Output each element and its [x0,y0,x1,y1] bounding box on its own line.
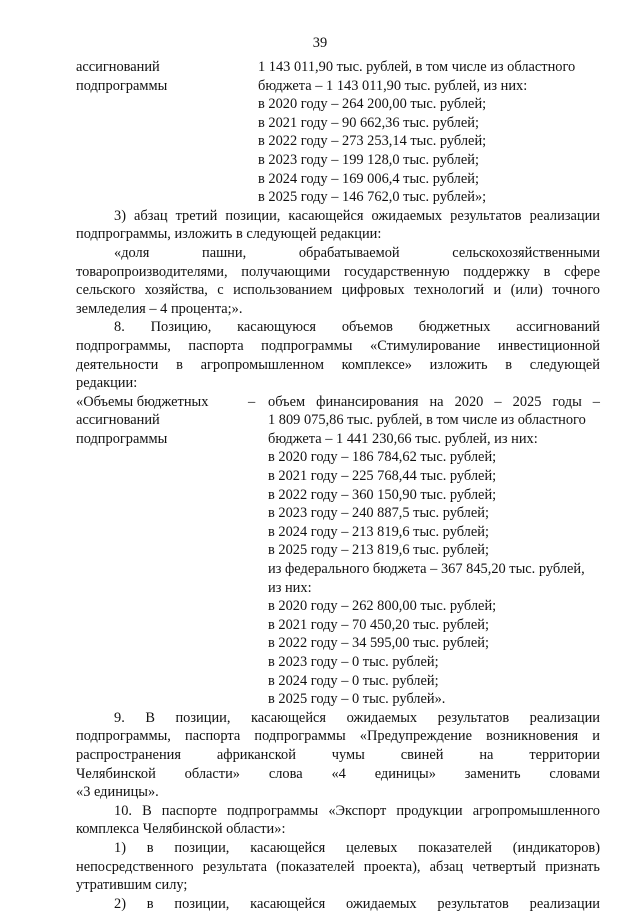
budget-block-continuation [76,58,600,207]
value-line: из федерального бюджета – 367 845,20 тыс. рублей, [268,561,585,578]
text-line: редакции: [76,375,138,392]
value-line: в 2021 году – 90 662,36 тыс. рублей; [258,114,479,131]
text-line: 9. В позиции, касающейся ожидаемых результатов реализации [114,709,600,726]
quoted-text [76,244,600,318]
value-line: в 2021 году – 70 450,20 тыс. рублей; [268,616,489,633]
budget-block [76,393,600,709]
label-line: «Объемы бюджетных [76,393,209,410]
block-left-label [76,58,248,207]
page-number: 39 [312,35,328,51]
subitem-1 [76,839,600,895]
text-line: 10. В паспорте подпрограммы «Экспорт продукции агропромышленного [114,802,600,819]
text-line: Челябинской области» слова «4 единицы» заменить словами [76,765,600,782]
text-line: товаропроизводителями, получающими государственную поддержку в сфере [76,263,600,280]
text-line: 3) абзац третий позиции, касающейся ожидаемых результатов реализации [114,207,600,224]
label-line: ассигнований [76,412,160,429]
value-line: в 2020 году – 262 800,00 тыс. рублей; [268,598,497,615]
text-line: земледелия – 4 процента;». [76,300,243,317]
text-line: «доля пашни, обрабатываемой сельскохозяйственными [114,244,600,261]
text-line: подпрограммы, паспорта подпрограммы «Предупреждение возникновения и [76,728,600,745]
value-line: 1 809 075,86 тыс. рублей, в том числе из областного [268,412,586,429]
text-line: подпрограммы, изложить в следующей редакции: [76,226,382,243]
value-line: в 2022 году – 273 253,14 тыс. рублей; [258,133,487,150]
paragraph-item-8 [76,318,600,392]
value-line: 1 143 011,90 тыс. рублей, в том числе из областного [258,59,576,75]
value-line: бюджета – 1 143 011,90 тыс. рублей, из них: [258,77,528,94]
value-line: в 2024 году – 169 006,4 тыс. рублей; [258,170,479,187]
text-line: 1) в позиции, касающейся целевых показателей (индикаторов) [114,839,600,856]
text-line: подпрограммы, паспорта подпрограммы «Стимулирование инвестиционной [76,337,600,354]
text-line: непосредственного результата (показателей проекта), абзац четвертый признать [76,858,600,875]
text-line: утратившим силу; [76,877,188,894]
text-line: сельского хозяйства, с использованием цифровых технологий и (или) точного [76,282,600,299]
value-line: в 2023 году – 199 128,0 тыс. рублей; [258,151,479,168]
value-line: в 2025 году – 146 762,0 тыс. рублей»; [258,189,487,206]
dash-separator: – [248,393,256,410]
value-line: в 2024 году – 213 819,6 тыс. рублей; [268,523,489,540]
value-line: в 2022 году – 34 595,00 тыс. рублей; [268,635,489,652]
text-line: распространения африканской чумы свиней на территории [76,746,600,763]
value-line: бюджета – 1 441 230,66 тыс. рублей, из них: [268,430,538,447]
block-left-label [76,393,248,709]
label-line: подпрограммы [76,77,168,94]
value-line: в 2022 году – 360 150,90 тыс. рублей; [268,486,497,503]
label-line: ассигнований [76,59,160,75]
subitem-2 [76,895,600,913]
block-right-values [268,393,600,709]
paragraph-item-10 [76,802,600,839]
paragraph-item-9 [76,709,600,802]
value-line: в 2023 году – 0 тыс. рублей; [268,654,439,670]
value-line: в 2024 году – 0 тыс. рублей; [268,672,439,689]
document-body [76,58,600,913]
label-line: подпрограммы [76,430,168,447]
value-line: из них: [268,579,312,596]
block-right-values [258,58,600,207]
value-line: в 2020 году – 186 784,62 тыс. рублей; [268,449,497,466]
text-line: «3 единицы». [76,784,159,801]
value-line: в 2025 году – 213 819,6 тыс. рублей; [268,542,489,559]
text-line: комплекса Челябинской области»: [76,821,286,838]
text-line: деятельности в агропромышленном комплексе» изложить в следующей [76,356,600,373]
paragraph-item-3 [76,207,600,244]
text-line: 2) в позиции, касающейся ожидаемых результатов реализации [114,895,600,912]
value-line: в 2020 году – 264 200,00 тыс. рублей; [258,96,487,113]
value-line: объем финансирования на 2020 – 2025 годы – [268,393,600,410]
value-line: в 2023 году – 240 887,5 тыс. рублей; [268,505,489,522]
value-line: в 2021 году – 225 768,44 тыс. рублей; [268,468,497,485]
text-line: 8. Позицию, касающуюся объемов бюджетных ассигнований [114,319,600,336]
value-line: в 2025 году – 0 тыс. рублей». [268,691,446,708]
